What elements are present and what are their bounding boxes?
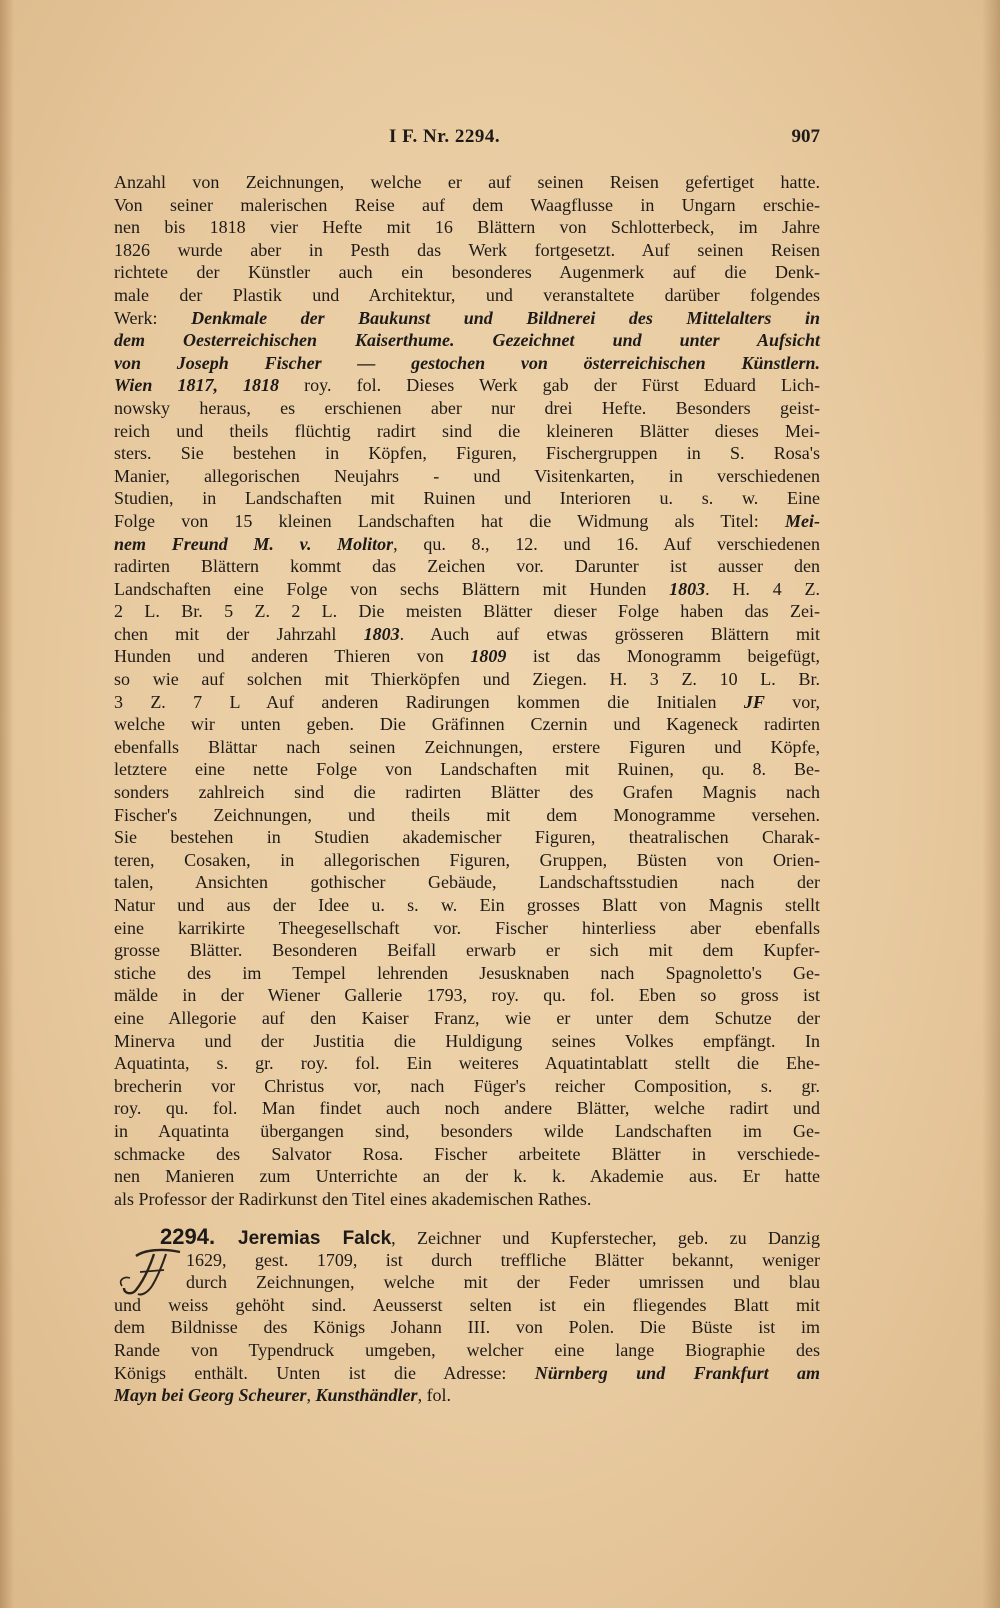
- text-run: radirten Blättern kommt das Zeichen vor. Darunter ist ausser den: [114, 556, 820, 577]
- text-line: [114, 781, 820, 804]
- text-run: in Aquatinta übergangen sind, besonders wilde Landschaften im Ge-: [114, 1120, 820, 1141]
- page-edge-right: [982, 0, 1000, 1608]
- text-run: nen Manieren zum Unterrichte an der k. k. Akademie aus. Er hatte: [114, 1166, 820, 1187]
- text-run: Landschaften eine Folge von sechs Blättern mit Hunden: [114, 578, 670, 599]
- text-run: Studien, in Landschaften mit Ruinen und Interioren u. s. w. Eine: [114, 488, 820, 509]
- entry-heading-line: [114, 1226, 820, 1249]
- text-line: [114, 984, 820, 1007]
- text-line: [114, 600, 820, 623]
- entry-number: 2294.: [160, 1224, 239, 1249]
- text-run: Anzahl von Zeichnungen, welche er auf seinen Reisen gefertiget hatte.: [114, 172, 820, 192]
- text-line: [114, 555, 820, 578]
- text-run: als Professor der Radirkunst den Titel eines akademischen Rathes.: [114, 1188, 592, 1209]
- text-run: Hunden und anderen Thieren von: [114, 646, 471, 667]
- text-line: [114, 894, 820, 917]
- text-run: sonders zahlreich sind die radirten Blätter des Grafen Magnis nach: [114, 782, 820, 803]
- text-line: [114, 623, 820, 646]
- text-run: grosse Blätter. Besonderen Beifall erwarb er sich mit dem Kupfer-: [114, 940, 820, 961]
- text-line: [114, 284, 820, 307]
- text-run: brecherin vor Christus vor, nach Füger's reicher Composition, s. gr.: [114, 1075, 820, 1096]
- italic-title-text: von Joseph Fischer — gestochen von österreichischen Künstlern.: [114, 352, 820, 373]
- text-run: letztere eine nette Folge von Landschaften mit Ruinen, qu. 8. Be-: [114, 759, 820, 780]
- text-line: [114, 510, 820, 533]
- text-line: [114, 1165, 820, 1188]
- text-run: sters. Sie bestehen in Köpfen, Figuren, Fischergruppen in S. Rosa's: [114, 443, 820, 464]
- text-line: [114, 171, 820, 194]
- text-run: Aquatinta, s. gr. roy. fol. Ein weiteres Aquatintablatt stellt die Ehe-: [114, 1053, 820, 1074]
- text-run: nen bis 1818 vier Hefte mit 16 Blättern von Schlotterbeck, im Jahre: [114, 217, 820, 238]
- text-line: [114, 578, 820, 601]
- text-run: 2 L. Br. 5 Z. 2 L. Die meisten Blätter dieser Folge haben das Zei-: [114, 601, 820, 622]
- text-line: [114, 871, 820, 894]
- text-line: [114, 1316, 820, 1339]
- text-line: [114, 1384, 820, 1407]
- text-line: [114, 1294, 820, 1317]
- text-run: welche wir unten geben. Die Gräfinnen Czernin und Kageneck radirten: [114, 714, 820, 735]
- italic-title-text: JF: [743, 691, 765, 712]
- text-run: Manier, allegorischen Neujahrs - und Visitenkarten, in verschiedenen: [114, 465, 820, 486]
- text-run: ,: [306, 1385, 316, 1406]
- text-line: [114, 420, 820, 443]
- text-line: [114, 1188, 820, 1211]
- text-run: 3 Z. 7 L Auf anderen Radirungen kommen die Initialen: [114, 691, 744, 712]
- text-run: Fischer's Zeichnungen, und theils mit dem Monogramme versehen.: [114, 804, 820, 825]
- text-line: [114, 465, 820, 488]
- text-run: so wie auf solchen mit Thierköpfen und Ziegen. H. 3 Z. 10 L. Br.: [114, 669, 820, 690]
- text-line: [114, 826, 820, 849]
- text-line: [114, 736, 820, 759]
- text-line: [114, 374, 820, 397]
- text-run: und weiss gehöht sind. Aeusserst selten ist ein fliegendes Blatt mit: [114, 1294, 820, 1315]
- italic-title-text: Denkmale der Baukunst und Bildnerei des Mittelalters in: [191, 307, 820, 328]
- text-line: [114, 487, 820, 510]
- text-line: [114, 1030, 820, 1053]
- text-line: [114, 1271, 820, 1294]
- italic-title-text: Mei-: [785, 510, 820, 531]
- text-line: [114, 804, 820, 827]
- bleed-through-text: [110, 1416, 810, 1436]
- page-header: [114, 126, 820, 156]
- italic-title-text: 1803: [669, 578, 706, 599]
- text-run: Minerva und der Justitia die Huldigung seines Volkes empfängt. In: [114, 1030, 820, 1051]
- text-run: ist das Monogramm beigefügt,: [506, 646, 821, 667]
- text-line: [114, 713, 820, 736]
- text-run: richtete der Künstler auch ein besonderes Augenmerk auf die Denk-: [114, 262, 820, 283]
- text-run: eine Allegorie auf den Kaiser Franz, wie er unter dem Schutze der: [114, 1007, 820, 1028]
- text-run: , qu. 8., 12. und 16. Auf verschiedenen: [393, 533, 820, 554]
- text-line: [114, 758, 820, 781]
- text-line: [114, 939, 820, 962]
- text-run: mälde in der Wiener Gallerie 1793, roy. qu. fol. Eben so gross ist: [114, 985, 820, 1006]
- italic-title-text: 1803: [363, 623, 400, 644]
- text-line: [114, 691, 820, 714]
- text-run: Königs enthält. Unten ist die Adresse:: [114, 1362, 535, 1383]
- text-line: [114, 1120, 820, 1143]
- text-run: 1629, gest. 1709, ist durch treffliche Blätter bekannt, weniger: [186, 1249, 820, 1270]
- text-run: Von seiner malerischen Reise auf dem Waagflusse in Ungarn erschie-: [114, 194, 820, 215]
- entry-heading-rest: , Zeichner und Kupferstecher, geb. zu Danzig: [391, 1228, 821, 1248]
- text-line: [114, 216, 820, 239]
- italic-title-text: Nürnberg und Frankfurt am: [534, 1362, 820, 1383]
- text-line: [114, 1143, 820, 1166]
- italic-title-text: Mayn bei Georg Scheurer: [114, 1385, 307, 1406]
- text-run: 1826 wurde aber in Pesth das Werk fortgesetzt. Auf seinen Reisen: [114, 239, 820, 260]
- text-run: reich und theils flüchtig radirt sind die kleineren Blätter dieses Mei-: [114, 420, 820, 441]
- text-run: , fol.: [417, 1385, 452, 1406]
- text-run: . H. 4 Z.: [705, 578, 820, 599]
- text-line: [114, 397, 820, 420]
- text-line: [114, 1075, 820, 1098]
- text-line: [114, 1339, 820, 1362]
- text-run: eine karrikirte Theegesellschaft vor. Fischer hinterliess aber ebenfalls: [114, 917, 820, 938]
- text-line: [114, 194, 820, 217]
- text-run: teren, Cosaken, in allegorischen Figuren, Gruppen, Büsten von Orien-: [114, 849, 820, 870]
- text-line: [114, 442, 820, 465]
- entry-2294: [114, 1226, 820, 1407]
- page-number: 907: [791, 126, 820, 147]
- text-run: . Auch auf etwas grösseren Blättern mit: [399, 623, 820, 644]
- italic-title-text: nem Freund M. v. Molitor: [114, 533, 394, 554]
- italic-title-text: 1809: [470, 646, 507, 667]
- text-run: ebenfalls Blättar nach seinen Zeichnungen, erstere Figuren und Köpfe,: [114, 736, 820, 757]
- text-run: stiche des im Tempel lehrenden Jesusknaben nach Spagnoletto's Ge-: [114, 962, 820, 983]
- text-run: Sie bestehen in Studien akademischer Figuren, theatralischen Charak-: [114, 827, 820, 848]
- text-line: [114, 533, 820, 556]
- monogram-jf-icon: [114, 1246, 184, 1298]
- entry-2294-text: [114, 1226, 820, 1407]
- text-line: [114, 645, 820, 668]
- entry-name: Jeremias Falck: [238, 1228, 392, 1249]
- text-line: [114, 352, 820, 375]
- text-line: [114, 239, 820, 262]
- text-line: [114, 917, 820, 940]
- text-run: Folge von 15 kleinen Landschaften hat die Widmung als Titel:: [114, 510, 785, 531]
- text-run: roy. fol. Dieses Werk gab der Fürst Eduard Lich-: [279, 375, 820, 396]
- text-line: [114, 1007, 820, 1030]
- text-run: dem Bildnisse des Königs Johann III. von Polen. Die Büste ist im: [114, 1317, 820, 1338]
- text-run: talen, Ansichten gothischer Gebäude, Landschaftsstudien nach der: [114, 872, 820, 893]
- text-line: [114, 1362, 820, 1385]
- text-run: Werk:: [114, 307, 192, 328]
- italic-title-text: dem Oesterreichischen Kaiserthume. Gezeichnet und unter Aufsicht: [114, 330, 820, 351]
- text-line: [114, 1097, 820, 1120]
- running-head: I F. Nr. 2294.: [389, 126, 501, 147]
- text-run: roy. qu. fol. Man findet auch noch andere Blätter, welche radirt und: [114, 1098, 820, 1119]
- page-edge-left: [0, 0, 14, 1608]
- text-run: schmacke des Salvator Rosa. Fischer arbeitete Blätter in verschiede-: [114, 1143, 820, 1164]
- text-run: nowsky heraus, es erschienen aber nur drei Hefte. Besonders geist-: [114, 397, 820, 418]
- italic-title-text: Wien 1817, 1818: [114, 375, 280, 396]
- text-line: [114, 962, 820, 985]
- text-run: vor,: [764, 691, 820, 712]
- text-run: Rande von Typendruck umgeben, welcher eine lange Biographie des: [114, 1339, 820, 1360]
- text-run: Natur und aus der Idee u. s. w. Ein grosses Blatt von Magnis stellt: [114, 895, 820, 915]
- text-line: [114, 329, 820, 352]
- text-line: [114, 261, 820, 284]
- text-line: [114, 1052, 820, 1075]
- text-line: [114, 668, 820, 691]
- text-line: [114, 849, 820, 872]
- text-line: [114, 307, 820, 330]
- italic-title-text: Kunsthändler: [315, 1385, 418, 1406]
- text-run: male der Plastik und Architektur, und veranstaltete darüber folgendes: [114, 284, 820, 305]
- text-run: chen mit der Jahrzahl: [114, 623, 364, 644]
- text-run: durch Zeichnungen, welche mit der Feder umrissen und blau: [186, 1272, 820, 1293]
- paragraph-fischer: [114, 171, 820, 1210]
- text-line: [114, 1249, 820, 1272]
